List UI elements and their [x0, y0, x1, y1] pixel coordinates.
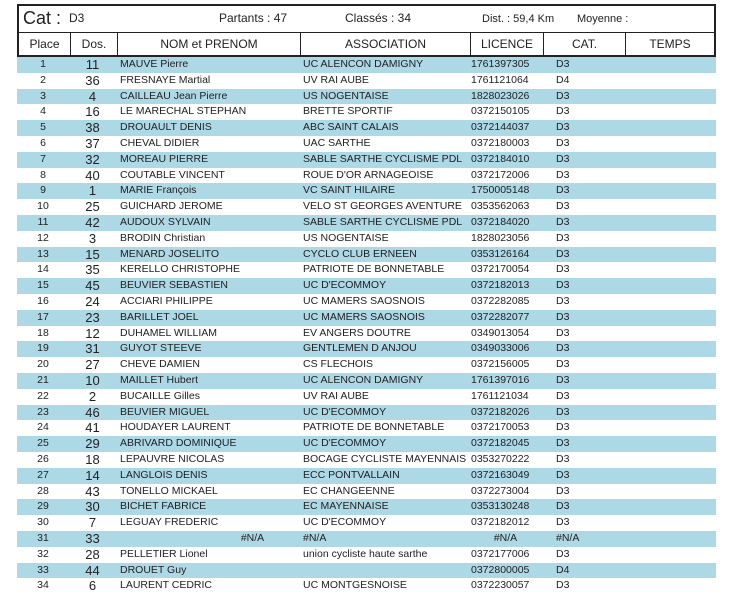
cell-place: 19 [37, 342, 49, 355]
cell-place: 16 [37, 294, 49, 307]
cell-temps [624, 278, 706, 294]
cell-nom: DROUAULT DENIS [120, 121, 212, 134]
cell-nom: LAURENT CEDRIC [120, 579, 212, 592]
table-row [17, 120, 716, 136]
cell-association: US NOGENTAISE [303, 231, 389, 244]
cell-dos: 7 [88, 515, 97, 531]
cell-temps [624, 294, 706, 310]
cell-place: 29 [37, 500, 49, 513]
cell-dos: 32 [85, 151, 100, 167]
cell-dos: 15 [85, 246, 100, 262]
cell-temps [624, 389, 706, 405]
race-info-header [17, 4, 716, 33]
cell-cat: D3 [556, 373, 570, 386]
cell-association: VELO ST GEORGES AVENTURE [303, 200, 462, 213]
cell-dos: 31 [85, 341, 100, 357]
cell-place: 8 [40, 168, 46, 181]
cell-temps [624, 183, 706, 199]
table-row [17, 389, 716, 405]
column-header-temps: TEMPS [649, 37, 691, 51]
table-row [17, 357, 716, 373]
cell-nom: MENARD JOSELITO [120, 247, 219, 260]
table-row [17, 168, 716, 184]
cell-association: EV ANGERS DOUTRE [303, 326, 411, 339]
table-row [17, 278, 716, 294]
cell-temps [624, 578, 706, 594]
cell-licence: 0372180003 [471, 136, 530, 149]
cell-cat: D3 [556, 58, 570, 70]
cell-cat: D3 [556, 484, 570, 497]
cell-temps [624, 199, 706, 215]
table-row [17, 183, 716, 199]
column-header-place: Place [19, 33, 71, 55]
cell-nom: FRESNAYE Martial [120, 73, 211, 86]
cell-dos: 41 [85, 420, 100, 436]
cell-cat: D3 [556, 547, 570, 560]
cell-dos: 33 [85, 530, 100, 546]
cell-temps [624, 373, 706, 389]
cell-nom: LANGLOIS DENIS [120, 468, 208, 481]
cell-dos: 46 [85, 404, 100, 420]
cell-cat: D3 [556, 358, 570, 371]
cell-cat: D4 [556, 73, 570, 86]
cell-nom: DUHAMEL WILLIAM [120, 326, 218, 339]
cell-place: 2 [40, 73, 46, 86]
cell-cat: #N/A [556, 531, 580, 544]
cell-licence: 0353126164 [471, 247, 530, 260]
cell-place: 23 [37, 405, 49, 418]
cell-temps [624, 357, 706, 373]
cell-place: 27 [37, 468, 49, 481]
cell-dos: 3 [88, 230, 97, 246]
cell-association: CS FLECHOIS [303, 358, 374, 371]
cell-place: 7 [40, 152, 46, 165]
table-row [17, 215, 716, 231]
cell-cat: D3 [556, 421, 570, 434]
cell-association: UAC SARTHE [303, 136, 371, 149]
cell-licence: 0372170054 [471, 263, 530, 276]
cell-cat: D3 [556, 263, 570, 276]
cell-licence: 0372177006 [471, 547, 530, 560]
cell-dos: 14 [85, 467, 100, 483]
cell-nom: BICHET FABRICE [120, 500, 207, 513]
cell-cat: D3 [556, 468, 570, 481]
cell-place: 6 [40, 136, 46, 149]
cell-licence: 0372172006 [471, 168, 530, 181]
cell-dos: 44 [85, 562, 100, 578]
cell-licence: 0372182026 [471, 405, 530, 418]
cell-cat: D3 [556, 136, 570, 149]
table-row [17, 57, 716, 73]
table-row [17, 563, 716, 579]
cell-licence: 0372182013 [471, 279, 530, 292]
cell-association: ECC PONTVALLAIN [303, 468, 400, 481]
cell-licence: 1761121034 [471, 389, 529, 402]
cell-nom: DROUET Guy [120, 563, 187, 576]
results-table-body [17, 57, 716, 594]
cell-nom: LEPAUVRE NICOLAS [120, 452, 225, 465]
cell-place: 21 [37, 373, 49, 386]
cell-nom: BUCAILLE Gilles [120, 389, 200, 402]
cell-licence: 0372184020 [471, 215, 530, 228]
cell-association: ROUE D'OR ARNAGEOISE [303, 168, 434, 181]
cell-dos: 42 [85, 214, 100, 230]
cell-temps [624, 215, 706, 231]
cell-dos: 29 [85, 436, 100, 452]
cell-dos: 1 [88, 183, 97, 199]
cell-temps [624, 120, 706, 136]
cell-nom: PELLETIER Lionel [120, 547, 208, 560]
results-sheet [17, 4, 716, 594]
table-row [17, 104, 716, 120]
cell-licence: 0372184010 [471, 152, 530, 165]
cell-place: 17 [37, 310, 49, 323]
cell-place: 33 [37, 563, 49, 576]
cell-temps [624, 405, 706, 421]
cell-licence: 1828023056 [471, 231, 530, 244]
cell-association: UC MAMERS SAOSNOIS [303, 310, 425, 323]
cell-temps [624, 168, 706, 184]
cell-nom: #N/A [240, 531, 265, 544]
cell-cat: D3 [556, 168, 570, 181]
cell-place: 12 [37, 231, 49, 244]
table-row [17, 199, 716, 215]
table-row [17, 405, 716, 421]
cell-temps [624, 247, 706, 263]
cell-association: #N/A [303, 531, 327, 544]
cell-temps [624, 136, 706, 152]
cell-dos: 25 [85, 199, 100, 215]
cell-cat: D3 [556, 121, 570, 134]
cell-temps [624, 231, 706, 247]
column-headers [17, 33, 716, 57]
cell-association: US NOGENTAISE [303, 89, 389, 102]
cell-nom: LEGUAY FREDERIC [120, 516, 219, 529]
cell-cat: D3 [556, 342, 570, 355]
category-value: D3 [69, 11, 85, 25]
cell-nom: BRODIN Christian [120, 231, 206, 244]
cell-place: 20 [37, 358, 49, 371]
cell-association: UV RAI AUBE [303, 389, 369, 402]
cell-nom: MOREAU PIERRE [120, 152, 209, 165]
cell-temps [624, 499, 706, 515]
cell-licence: 0353562063 [471, 200, 530, 213]
cell-cat: D3 [556, 326, 570, 339]
cell-licence: 0372156005 [471, 358, 530, 371]
cell-association: UC ALENCON DAMIGNY [303, 58, 424, 70]
table-row [17, 452, 716, 468]
cell-nom: GUICHARD JEROME [120, 200, 223, 213]
cell-dos: 18 [85, 451, 100, 467]
table-row [17, 294, 716, 310]
cell-dos: 37 [85, 135, 100, 151]
cell-licence: 1761397016 [471, 373, 530, 386]
table-row [17, 373, 716, 389]
cell-cat: D3 [556, 105, 570, 118]
cell-nom: KERELLO CHRISTOPHE [120, 263, 241, 276]
cell-temps [624, 420, 706, 436]
cell-cat: D3 [556, 279, 570, 292]
table-row [17, 89, 716, 105]
cell-licence: 0372282077 [471, 310, 530, 323]
cell-licence: 0349013054 [471, 326, 530, 339]
table-row [17, 515, 716, 531]
cell-nom: TONELLO MICKAEL [120, 484, 218, 497]
cell-cat: D3 [556, 152, 570, 165]
cell-licence: 1828023026 [471, 89, 530, 102]
cell-licence: 0372163049 [471, 468, 530, 481]
cell-association: ABC SAINT CALAIS [303, 121, 399, 134]
cell-place: 4 [40, 105, 46, 118]
distance: Dist. : 59,4 Km [482, 13, 555, 25]
cell-licence: 0372182045 [471, 437, 530, 450]
cell-cat: D4 [556, 563, 570, 576]
cell-place: 31 [37, 531, 49, 544]
cell-temps [624, 73, 706, 89]
cell-nom: BARILLET JOEL [120, 310, 199, 323]
cell-nom: HOUDAYER LAURENT [120, 421, 231, 434]
cell-nom: AUDOUX SYLVAIN [120, 215, 211, 228]
table-row [17, 231, 716, 247]
cell-temps [624, 310, 706, 326]
cell-cat: D3 [556, 452, 570, 465]
cell-place: 3 [40, 89, 46, 102]
cell-temps [624, 468, 706, 484]
cell-dos: 28 [85, 546, 100, 562]
cell-dos: 45 [85, 278, 100, 294]
cell-nom: ACCIARI PHILIPPE [120, 294, 213, 307]
cell-dos: 27 [85, 357, 100, 373]
cell-cat: D3 [556, 215, 570, 228]
cell-cat: D3 [556, 310, 570, 323]
cell-cat: D3 [556, 231, 570, 244]
cell-cat: D3 [556, 437, 570, 450]
cell-association: union cycliste haute sarthe [303, 547, 428, 560]
cell-dos: 36 [85, 72, 100, 88]
cell-temps [624, 152, 706, 168]
cell-nom: BEUVIER SEBASTIEN [120, 279, 228, 292]
cell-place: 26 [37, 452, 49, 465]
cell-place: 11 [37, 215, 49, 228]
cell-place: 5 [40, 121, 46, 134]
table-row [17, 73, 716, 89]
cell-place: 10 [37, 200, 49, 213]
cell-temps [624, 341, 706, 357]
cell-place: 1 [40, 58, 46, 70]
cell-association: GENTLEMEN D ANJOU [303, 342, 417, 355]
cell-cat: D3 [556, 405, 570, 418]
cell-association: EC CHANGEENNE [303, 484, 395, 497]
table-row [17, 247, 716, 263]
table-row [17, 484, 716, 500]
cell-association: VC SAINT HILAIRE [303, 184, 395, 197]
cell-association: PATRIOTE DE BONNETABLE [303, 421, 445, 434]
cell-dos: 11 [85, 57, 100, 72]
table-row [17, 136, 716, 152]
cell-temps [624, 89, 706, 105]
cell-place: 14 [37, 263, 49, 276]
cell-nom: BEUVIER MIGUEL [120, 405, 210, 418]
cell-place: 30 [37, 516, 49, 529]
column-header-association: ASSOCIATION [301, 33, 471, 55]
cell-association: UV RAI AUBE [303, 73, 369, 86]
cell-association: CYCLO CLUB ERNEEN [303, 247, 417, 260]
cell-place: 28 [37, 484, 49, 497]
cell-dos: 4 [88, 88, 97, 104]
cell-dos: 12 [85, 325, 100, 341]
cell-cat: D3 [556, 579, 570, 592]
cell-place: 34 [37, 579, 49, 592]
cell-dos: 23 [85, 309, 100, 325]
cell-temps [624, 563, 706, 579]
column-header-nom: NOM et PRENOM [118, 33, 301, 55]
cell-temps [624, 326, 706, 342]
cell-licence: 0372230057 [471, 579, 530, 592]
table-row [17, 310, 716, 326]
cell-dos: 6 [88, 578, 97, 594]
cell-nom: MARIE François [120, 184, 197, 197]
cell-licence: 0353270222 [471, 452, 530, 465]
cell-nom: ABRIVARD DOMINIQUE [120, 437, 237, 450]
cell-place: 9 [40, 184, 46, 197]
cell-association: BOCAGE CYCLISTE MAYENNAIS [303, 452, 467, 465]
cell-place: 18 [37, 326, 49, 339]
table-row [17, 436, 716, 452]
cell-temps [624, 547, 706, 563]
cell-cat: D3 [556, 516, 570, 529]
cell-temps [624, 104, 706, 120]
cell-licence: 0372144037 [471, 121, 530, 134]
cell-dos: 30 [85, 499, 100, 515]
cell-cat: D3 [556, 294, 570, 307]
cell-association: EC MAYENNAISE [303, 500, 389, 513]
category-label: Cat : [23, 8, 62, 28]
cell-temps [624, 57, 706, 73]
cell-nom: MAILLET Hubert [120, 373, 199, 386]
cell-licence: 1761121064 [471, 73, 529, 86]
table-row [17, 499, 716, 515]
column-header-licence: LICENCE [471, 33, 544, 55]
table-row [17, 420, 716, 436]
column-header-cat: CAT. [544, 33, 626, 55]
cell-cat: D3 [556, 89, 570, 102]
average-speed: Moyenne : [577, 13, 629, 25]
cell-nom: MAUVE Pierre [120, 58, 189, 70]
column-header-dos: Dos. [71, 33, 118, 55]
cell-association: UC ALENCON DAMIGNY [303, 373, 424, 386]
cell-temps [624, 452, 706, 468]
cell-place: 13 [37, 247, 49, 260]
cell-dos: 24 [85, 293, 100, 309]
cell-dos: 10 [85, 372, 100, 388]
cell-association: PATRIOTE DE BONNETABLE [303, 263, 445, 276]
table-row [17, 468, 716, 484]
table-row [17, 531, 716, 547]
cell-association: UC D'ECOMMOY [303, 437, 387, 450]
cell-licence: 0353130248 [471, 500, 530, 513]
cell-licence: #N/A [493, 531, 518, 544]
cell-licence: 0372182012 [471, 516, 530, 529]
table-row [17, 341, 716, 357]
cell-nom: COUTABLE VINCENT [120, 168, 225, 181]
cell-dos: 35 [85, 262, 100, 278]
cell-place: 32 [37, 547, 49, 560]
cell-temps [624, 436, 706, 452]
cell-temps [624, 484, 706, 500]
cell-licence: 0372150105 [471, 105, 530, 118]
cell-association: UC D'ECOMMOY [303, 405, 387, 418]
cell-licence: 0372800005 [471, 563, 530, 576]
cell-place: 22 [37, 389, 49, 402]
cell-association [299, 563, 469, 579]
cell-nom: CHEVE DAMIEN [120, 358, 200, 371]
table-row [17, 152, 716, 168]
cell-cat: D3 [556, 247, 570, 260]
table-row [17, 547, 716, 563]
cell-cat: D3 [556, 200, 570, 213]
cell-dos: 43 [85, 483, 100, 499]
cell-licence: 0372282085 [471, 294, 530, 307]
cell-licence: 1761397305 [471, 58, 530, 70]
cell-temps [624, 531, 706, 547]
cell-dos: 2 [88, 388, 97, 404]
cell-licence: 1750005148 [471, 184, 530, 197]
cell-association: UC MAMERS SAOSNOIS [303, 294, 425, 307]
cell-association: UC D'ECOMMOY [303, 279, 387, 292]
cell-licence: 0372273004 [471, 484, 530, 497]
cell-licence: 0349033006 [471, 342, 530, 355]
cell-nom: GUYOT STEEVE [120, 342, 202, 355]
cell-nom: LE MARECHAL STEPHAN [120, 105, 247, 118]
cell-nom: CHEVAL DIDIER [120, 136, 200, 149]
cell-association: BRETTE SPORTIF [303, 105, 393, 118]
cell-dos: 16 [85, 104, 100, 120]
cell-licence: 0372170053 [471, 421, 530, 434]
table-row [17, 578, 716, 594]
cell-place: 24 [37, 421, 49, 434]
table-row [17, 326, 716, 342]
starters-count: Partants : 47 [219, 11, 288, 25]
classified-count: Classés : 34 [345, 11, 412, 25]
cell-cat: D3 [556, 389, 570, 402]
cell-cat: D3 [556, 184, 570, 197]
cell-place: 25 [37, 437, 49, 450]
cell-temps [624, 515, 706, 531]
cell-place: 15 [37, 279, 49, 292]
cell-temps [624, 262, 706, 278]
cell-association: UC D'ECOMMOY [303, 516, 387, 529]
cell-association: SABLE SARTHE CYCLISME PDL [303, 152, 463, 165]
cell-cat: D3 [556, 500, 570, 513]
cell-association: SABLE SARTHE CYCLISME PDL [303, 215, 463, 228]
cell-association: UC MONTGESNOISE [303, 579, 407, 592]
cell-dos: 38 [85, 120, 100, 136]
table-row [17, 262, 716, 278]
cell-nom: CAILLEAU Jean Pierre [120, 89, 228, 102]
cell-dos: 40 [85, 167, 100, 183]
